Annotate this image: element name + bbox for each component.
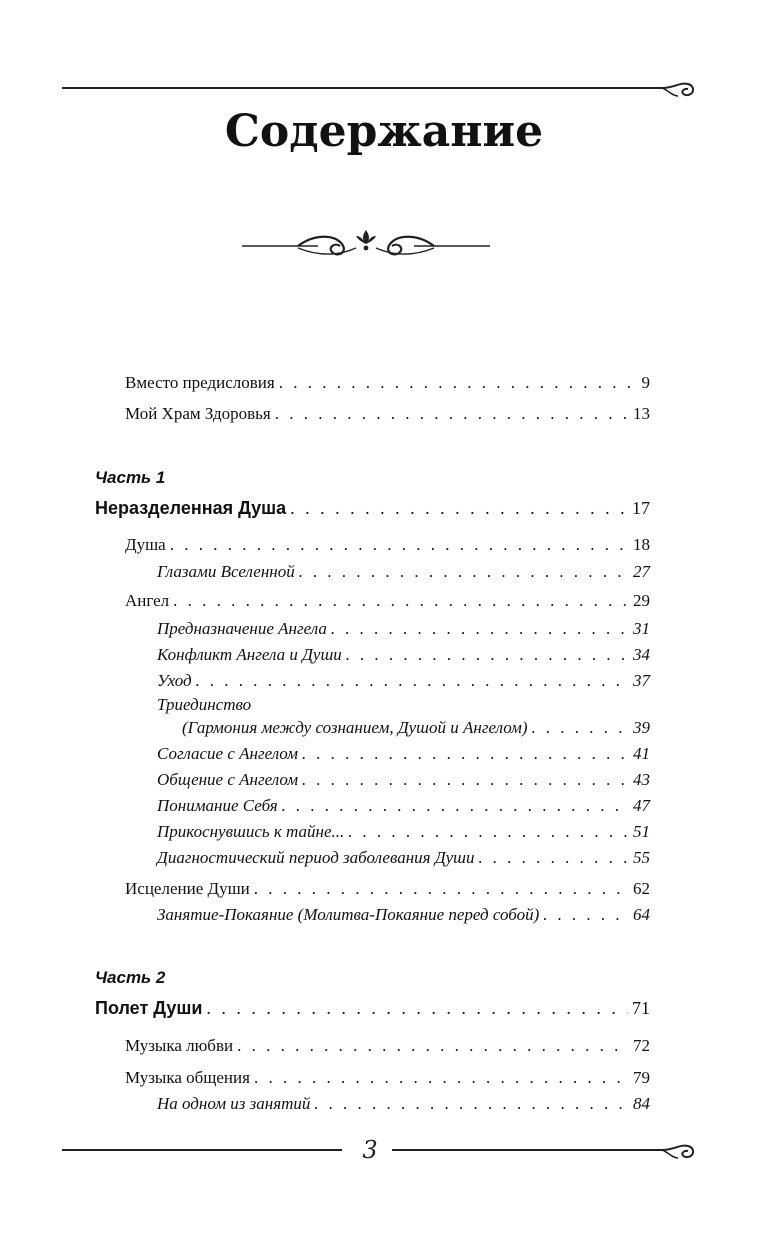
dot-leader: [206, 997, 628, 1019]
part-label: Часть 1: [95, 468, 166, 487]
toc-entry-page: 34: [633, 645, 650, 664]
toc-entry-page: 71: [632, 998, 650, 1018]
toc-entry: [125, 1067, 650, 1089]
toc-entry-page: 55: [633, 848, 650, 867]
toc-entry-title: На одном из занятий: [157, 1094, 311, 1113]
dot-leader: [302, 769, 629, 791]
toc-entry-page: 62: [633, 879, 650, 898]
toc-subentry: [157, 904, 650, 926]
toc-entry-page: 27: [633, 562, 650, 581]
toc-entry-page: 29: [633, 591, 650, 610]
toc-entry-page: 13: [633, 404, 650, 423]
toc-subentry: [157, 795, 650, 817]
toc-entry: [125, 534, 650, 556]
dot-leader: [348, 821, 629, 843]
toc-entry-title: Исцеление Души: [125, 879, 250, 898]
toc-entry-title: Музыка общения: [125, 1068, 250, 1087]
toc-entry-title: Конфликт Ангела и Души: [157, 645, 342, 664]
part-title-entry: [95, 997, 650, 1019]
toc-entry-title: Ангел: [125, 591, 170, 610]
toc-entry-title: Понимание Себя: [157, 796, 278, 815]
toc-entry-title: Прикоснувшись к тайне...: [157, 822, 345, 841]
toc-entry: [125, 403, 650, 425]
toc-entry-page: 18: [633, 535, 650, 554]
part-title-entry: [95, 497, 650, 519]
toc-entry-title: Согласие с Ангелом: [157, 744, 299, 763]
toc-entry: [125, 878, 650, 900]
toc-entry-page: 84: [633, 1094, 650, 1113]
dot-leader: [346, 644, 629, 666]
toc-subentry: [157, 847, 650, 869]
dot-leader: [196, 670, 629, 692]
dot-leader: [331, 618, 629, 640]
toc-entry-page: 79: [633, 1068, 650, 1087]
toc-subentry: [157, 561, 650, 583]
dot-leader: [299, 561, 629, 583]
part-title: Неразделенная Душа: [95, 498, 287, 518]
toc-subentry: [157, 821, 650, 843]
dot-leader: [532, 717, 629, 739]
toc-entry-title: Глазами Вселенной: [157, 562, 295, 581]
toc-entry-title: Душа: [125, 535, 166, 554]
toc-entry-page: 31: [633, 619, 650, 638]
toc-entry: [125, 590, 650, 612]
toc-entry-page: 43: [633, 770, 650, 789]
toc-entry-page: 47: [633, 796, 650, 815]
dot-leader: [237, 1035, 629, 1057]
toc-entry-page: 39: [633, 718, 650, 737]
toc-subentry: [157, 618, 650, 640]
toc-entry-title: (Гармония между сознанием, Душой и Ангелом): [182, 718, 528, 737]
dot-leader: [314, 1093, 629, 1115]
toc-subentry: [157, 644, 650, 666]
part-title: Полет Души: [95, 998, 203, 1018]
toc-entry-page: 64: [633, 905, 650, 924]
page-title: Содержание: [224, 106, 544, 157]
toc-entry-title: Общение с Ангелом: [157, 770, 299, 789]
toc-entry-page: 51: [633, 822, 650, 841]
dot-leader: [290, 497, 628, 519]
toc-entry-title: Диагностический период заболевания Души: [157, 848, 475, 867]
dot-leader: [254, 878, 629, 900]
dot-leader: [279, 372, 638, 394]
toc-entry-title: Уход: [157, 671, 192, 690]
toc-entry-title: Мой Храм Здоровья: [125, 404, 271, 423]
part-label: Часть 2: [95, 968, 166, 987]
toc-entry-page: 72: [633, 1036, 650, 1055]
toc-entry-page: 41: [633, 744, 650, 763]
toc-subentry: [157, 769, 650, 791]
dot-leader: [479, 847, 629, 869]
toc-entry-page: 17: [632, 498, 650, 518]
toc-entry: [125, 372, 650, 394]
toc-subentry: [157, 1093, 650, 1115]
toc-entry-page: 9: [641, 373, 650, 392]
toc-entry-title: Предназначение Ангела: [157, 619, 327, 638]
toc-entry-title: Музыка любви: [125, 1036, 234, 1055]
toc-entry-title: Занятие-Покаяние (Молитва-Покаяние перед собой): [157, 905, 540, 924]
toc-subentry: [182, 717, 650, 739]
toc-subentry-title: Триединство: [157, 695, 252, 714]
dot-leader: [282, 795, 629, 817]
dot-leader: [302, 743, 629, 765]
toc-entry-page: 37: [633, 671, 650, 690]
toc-subentry: [157, 670, 650, 692]
dot-leader: [254, 1067, 629, 1089]
dot-leader: [173, 590, 629, 612]
dot-leader: [170, 534, 629, 556]
toc-entry-title: Вместо предисловия: [125, 373, 275, 392]
toc-entry: [125, 1035, 650, 1057]
page-number: 3: [362, 1136, 378, 1164]
toc-subentry: [157, 743, 650, 765]
dot-leader: [275, 403, 629, 425]
dot-leader: [543, 904, 629, 926]
